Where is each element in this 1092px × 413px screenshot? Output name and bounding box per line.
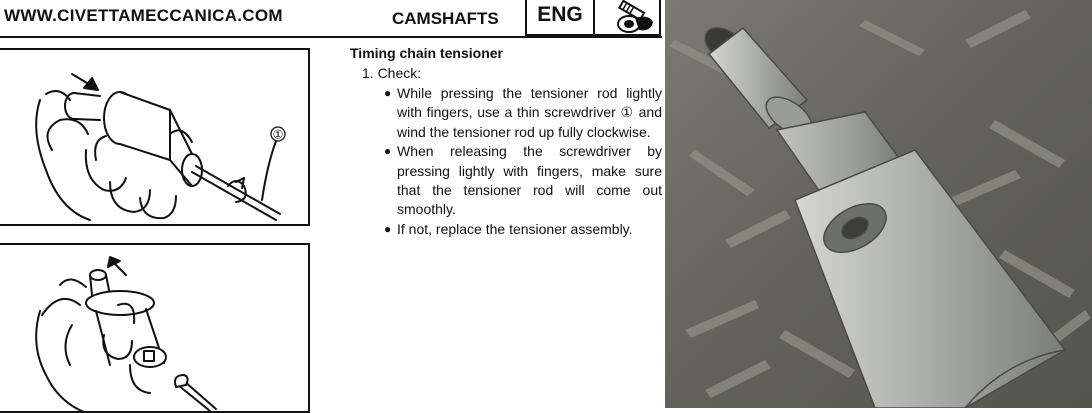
list-item: ● If not, replace the tensioner assembly.	[384, 220, 633, 237]
step-1: 1. Check:	[362, 65, 422, 81]
callout-1: ①	[272, 127, 284, 142]
section-title: CAMSHAFTS	[392, 9, 499, 28]
header-rule	[0, 36, 662, 38]
check-list	[384, 84, 662, 239]
illustration-release-rod	[0, 243, 310, 413]
eng-badge: ENG	[525, 0, 595, 36]
section-heading: Timing chain tensioner	[350, 45, 503, 61]
website-url: WWW.CIVETTAMECCANICA.COM	[4, 6, 283, 25]
list-item: ● When releasing the screwdriver by pressing lightly with fingers, make sure that the tensioner rod will come out smoothly.	[384, 143, 662, 218]
illustration-wind-rod	[0, 48, 310, 226]
list-item: ● While pressing the tensioner rod lightly with fingers, use a thin screwdriver ① and wind the tensioner rod up fully clockwise.	[384, 85, 662, 140]
tensioner-photo	[665, 0, 1092, 408]
engine-gear-icon	[595, 0, 661, 36]
